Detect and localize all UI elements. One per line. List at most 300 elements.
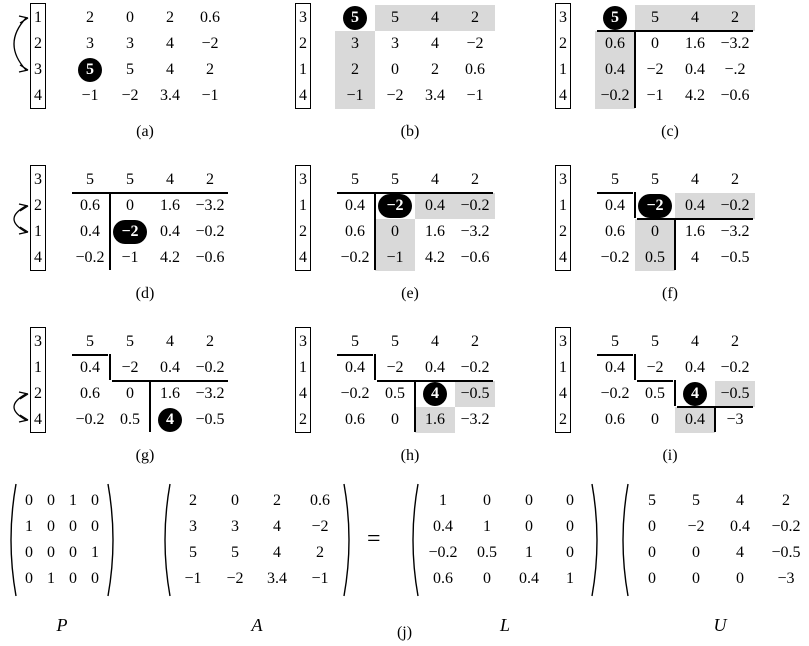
matrix-cell: −2 (646, 359, 664, 376)
permutation-entry: 2 (34, 197, 42, 214)
left-parenthesis (408, 482, 420, 598)
matrix-cell: 5 (611, 171, 619, 188)
matrix-cell: 1.6 (685, 35, 705, 52)
matrix-cell: 0.5 (635, 245, 675, 271)
permutation-entry: 3 (299, 171, 307, 188)
matrix-entry: −1 (184, 570, 202, 587)
pivot-element: 5 (603, 6, 627, 30)
matrix-cell: −2 (121, 87, 139, 104)
elimination-boundary-horizontal (72, 192, 228, 194)
pivot-element: 5 (343, 6, 367, 30)
permutation-entry: 3 (559, 9, 567, 26)
matrix-cell: 4 (166, 171, 174, 188)
matrix-cell: −1 (646, 87, 664, 104)
matrix-cell: 0.6 (80, 385, 100, 402)
matrix-cell: 0.4 (425, 359, 445, 376)
matrix-cell: 2 (335, 57, 375, 83)
matrix-cell: 0.4 (685, 61, 705, 78)
pivot-element: −2 (113, 220, 147, 244)
matrix-cell: 0.4 (160, 359, 180, 376)
matrix-cell: 5 (651, 171, 659, 188)
matrix-cell: −0.2 (195, 223, 225, 240)
matrix-entry: −0.2 (428, 544, 458, 561)
left-parenthesis (618, 482, 630, 598)
matrix-entry: 4 (736, 492, 744, 509)
matrix-cell: −3.2 (460, 223, 490, 240)
matrix-cell: 0.4 (160, 223, 180, 240)
matrix-cell: −1 (81, 87, 99, 104)
matrix-cell: 0 (635, 219, 675, 245)
permutation-entry: 2 (559, 35, 567, 52)
matrix-cell: −1 (335, 83, 375, 109)
matrix-cell: 0.4 (605, 197, 625, 214)
matrix-cell: −0.2 (460, 359, 490, 376)
matrix-cell: 5 (126, 61, 134, 78)
matrix-l (408, 482, 602, 598)
panel-caption: (e) (401, 285, 419, 302)
elimination-boundary-horizontal (597, 354, 633, 356)
permutation-entry: 4 (299, 385, 307, 402)
elimination-boundary-horizontal (337, 354, 373, 356)
matrix-cell: 3 (335, 31, 375, 57)
permutation-entry: 4 (299, 87, 307, 104)
panel-f (555, 165, 785, 305)
matrix-cell: 5 (611, 333, 619, 350)
matrix-cell: 1.6 (160, 385, 180, 402)
row-swap-arrow-icon (4, 165, 30, 225)
matrix-entry: −3 (777, 570, 795, 587)
matrix-entry: 0 (47, 544, 55, 561)
matrix-cell (595, 5, 635, 31)
matrix-entry: 0 (47, 518, 55, 535)
matrix-cell: −0.5 (455, 381, 495, 407)
permutation-entry: 4 (559, 385, 567, 402)
permutation-entry: 3 (34, 61, 42, 78)
matrix-cell (635, 193, 675, 219)
matrix-entry: 5 (692, 492, 700, 509)
matrix-cell: 0 (126, 197, 134, 214)
matrix-cell: 0.6 (345, 223, 365, 240)
elimination-boundary-horizontal (597, 30, 753, 32)
elimination-boundary-vertical (414, 380, 416, 432)
permutation-entry: 3 (559, 333, 567, 350)
matrix-cell: −1 (375, 245, 415, 271)
panel-caption: (i) (662, 447, 678, 464)
right-parenthesis (342, 482, 354, 598)
matrix-entry: 0.4 (730, 518, 750, 535)
matrix-cell: 5 (351, 171, 359, 188)
elimination-boundary-horizontal (597, 192, 633, 194)
matrix-entry: 1 (483, 518, 491, 535)
matrix-cell: 4.2 (425, 249, 445, 266)
elimination-boundary-vertical (714, 406, 716, 432)
row-swap-arrow-icon (4, 3, 30, 63)
matrix-entry: 0.4 (433, 518, 453, 535)
pivot-element: 4 (683, 382, 707, 406)
matrix-cell: −0.2 (600, 249, 630, 266)
panel-c (555, 3, 785, 143)
matrix-cell: −.2 (724, 61, 746, 78)
permutation-entry: 2 (559, 411, 567, 428)
matrix-cell: 0.6 (80, 197, 100, 214)
matrix-entry: 0 (648, 544, 656, 561)
permutation-entry: 3 (299, 333, 307, 350)
matrix-entry: 0 (525, 492, 533, 509)
matrix-cell: 4.2 (685, 87, 705, 104)
matrix-cell: 2 (471, 333, 479, 350)
matrix-cell: −1 (466, 87, 484, 104)
panel-caption: (c) (661, 123, 679, 140)
matrix-entry: 0.6 (433, 570, 453, 587)
matrix-cell: 2 (206, 333, 214, 350)
matrix-cell: −0.6 (460, 249, 490, 266)
matrix-cell: 4 (166, 333, 174, 350)
matrix-cell: 0.6 (595, 31, 635, 57)
elimination-boundary-vertical (674, 380, 676, 406)
matrix-cell: −3.2 (720, 35, 750, 52)
matrix-cell: 4 (431, 35, 439, 52)
right-parenthesis (106, 482, 118, 598)
matrix-cell: −2 (201, 35, 219, 52)
matrix-label: P (56, 615, 68, 635)
permutation-entry: 1 (34, 223, 42, 240)
matrix-cell: −0.2 (715, 193, 755, 219)
matrix-entry: 5 (189, 544, 197, 561)
matrix-cell: −0.6 (720, 87, 750, 104)
matrix-cell: 3 (86, 35, 94, 52)
matrix-cell: 0.6 (605, 411, 625, 428)
matrix-cell: −2 (646, 61, 664, 78)
matrix-cell: 0.4 (80, 359, 100, 376)
matrix-entry: 0.4 (519, 570, 539, 587)
matrix-cell: 2 (86, 9, 94, 26)
matrix-entry: −2 (226, 570, 244, 587)
matrix-cell: 0 (391, 411, 399, 428)
matrix-cell: 0 (391, 61, 399, 78)
matrix-cell: −3 (726, 411, 744, 428)
permutation-entry: 3 (559, 171, 567, 188)
elimination-boundary-vertical (109, 192, 111, 270)
permutation-entry: 4 (34, 87, 42, 104)
matrix-cell: 0.5 (385, 385, 405, 402)
matrix-entry: 0 (69, 570, 77, 587)
matrix-entry: −0.2 (771, 518, 801, 535)
matrix-entry: 3.4 (267, 570, 287, 587)
elimination-boundary-vertical (149, 380, 151, 432)
matrix-entry: 1 (91, 544, 99, 561)
matrix-entry: 4 (273, 544, 281, 561)
elimination-boundary-horizontal (72, 354, 108, 356)
matrix-cell: 0.5 (645, 385, 665, 402)
matrix-cell: 3 (391, 35, 399, 52)
matrix-cell: 2 (731, 171, 739, 188)
matrix-entry: 0 (91, 492, 99, 509)
matrix-cell: −2 (466, 35, 484, 52)
permutation-entry: 2 (299, 35, 307, 52)
matrix-cell: 0.4 (675, 407, 715, 433)
matrix-entry: −2 (687, 518, 705, 535)
matrix-entry: 5 (648, 492, 656, 509)
matrix-cell: 1.6 (415, 407, 455, 433)
pivot-element: 4 (158, 408, 182, 432)
matrix-entry: 2 (782, 492, 790, 509)
matrix-entry: 0 (692, 544, 700, 561)
matrix-entry: 2 (316, 544, 324, 561)
matrix-cell: 0.6 (465, 61, 485, 78)
matrix-cell: −1 (121, 249, 139, 266)
elimination-boundary-vertical (374, 354, 376, 380)
matrix-entry: 0 (47, 492, 55, 509)
matrix-cell (70, 57, 110, 83)
elimination-boundary-vertical (634, 30, 636, 108)
matrix-cell: −2 (386, 359, 404, 376)
matrix-cell: 2 (431, 61, 439, 78)
matrix-cell: 0.4 (675, 193, 715, 219)
matrix-cell: −0.2 (455, 193, 495, 219)
matrix-label: A (251, 615, 263, 635)
matrix-cell: 0.6 (200, 9, 220, 26)
permutation-entry: 2 (299, 223, 307, 240)
matrix-entry: 1 (25, 518, 33, 535)
matrix-entry: 4 (736, 544, 744, 561)
matrix-cell: 0.4 (80, 223, 100, 240)
matrix-cell: 0 (651, 35, 659, 52)
panel-caption: (h) (400, 447, 420, 464)
matrix-cell: 5 (351, 333, 359, 350)
matrix-cell: 5 (86, 171, 94, 188)
matrix-entry: 1 (69, 492, 77, 509)
elimination-boundary-horizontal (337, 192, 493, 194)
pivot-element: −2 (638, 194, 672, 218)
matrix-entry: 0 (692, 570, 700, 587)
panel-e (295, 165, 525, 305)
permutation-entry: 4 (34, 249, 42, 266)
permutation-entry: 4 (559, 249, 567, 266)
matrix-cell: 0.4 (345, 359, 365, 376)
matrix-entry: 0 (566, 518, 574, 535)
matrix-cell: 4 (415, 5, 455, 31)
matrix-cell: 5 (375, 5, 415, 31)
matrix-cell (675, 381, 715, 407)
matrix-cell: 2 (731, 333, 739, 350)
matrix-cell: 0.4 (595, 57, 635, 83)
matrix-cell: 0.6 (345, 411, 365, 428)
left-parenthesis (160, 482, 172, 598)
matrix-cell: 2 (471, 171, 479, 188)
elimination-boundary-vertical (634, 192, 636, 218)
matrix-cell: 5 (651, 333, 659, 350)
permutation-entry: 4 (559, 87, 567, 104)
matrix-entry: 0 (483, 492, 491, 509)
matrix-cell (150, 407, 190, 433)
matrix-cell: 1.6 (685, 223, 705, 240)
matrix-p (6, 482, 118, 598)
permutation-entry: 1 (559, 61, 567, 78)
matrix-cell: 0.4 (415, 193, 455, 219)
permutation-entry: 2 (559, 223, 567, 240)
matrix-cell: 4 (166, 61, 174, 78)
right-parenthesis (590, 482, 602, 598)
panel-caption: (g) (135, 447, 155, 464)
matrix-cell (110, 219, 150, 245)
panel-g (30, 327, 260, 467)
matrix-entry: 0 (25, 544, 33, 561)
matrix-cell: −3.2 (195, 197, 225, 214)
matrix-cell: −3.2 (720, 223, 750, 240)
panel-caption: (a) (136, 123, 154, 140)
matrix-cell: −3.2 (195, 385, 225, 402)
matrix-cell: 3 (126, 35, 134, 52)
permutation-entry: 2 (34, 35, 42, 52)
elimination-boundary-horizontal (637, 380, 673, 382)
permutation-entry: 4 (34, 411, 42, 428)
matrix-label: L (499, 615, 510, 635)
matrix-cell: −0.2 (75, 411, 105, 428)
matrix-entry: 0 (566, 492, 574, 509)
permutation-entry: 1 (34, 359, 42, 376)
matrix-cell: −2 (121, 359, 139, 376)
matrix-cell: 1.6 (425, 223, 445, 240)
matrix-entry: 3 (189, 518, 197, 535)
matrix-entry: 0 (566, 544, 574, 561)
matrix-cell: 0.5 (120, 411, 140, 428)
matrix-entry: 0 (231, 492, 239, 509)
matrix-cell: 2 (206, 171, 214, 188)
matrix-cell: 3.4 (425, 87, 445, 104)
matrix-cell: 0 (375, 219, 415, 245)
matrix-cell (415, 381, 455, 407)
matrix-cell: 4 (691, 171, 699, 188)
matrix-cell: 2 (206, 61, 214, 78)
matrix-cell: 5 (635, 5, 675, 31)
permutation-entry: 1 (299, 359, 307, 376)
matrix-cell: 0 (126, 385, 134, 402)
matrix-cell: −1 (201, 87, 219, 104)
permutation-entry: 1 (559, 197, 567, 214)
matrix-cell: 4 (691, 333, 699, 350)
elimination-boundary-vertical (109, 354, 111, 380)
panel-a (30, 3, 260, 143)
matrix-cell: 4 (675, 5, 715, 31)
matrix-cell: −0.2 (75, 249, 105, 266)
matrix-entry: 0 (69, 518, 77, 535)
permutation-entry: 2 (34, 385, 42, 402)
matrix-a (160, 482, 354, 598)
matrix-entry: −0.5 (771, 544, 801, 561)
panel-h (295, 327, 525, 467)
panel-caption: (b) (400, 123, 420, 140)
matrix-entry: 5 (231, 544, 239, 561)
matrix-cell: 0.4 (685, 359, 705, 376)
matrix-cell: 5 (391, 171, 399, 188)
elimination-boundary-vertical (634, 354, 636, 380)
permutation-entry: 4 (299, 249, 307, 266)
matrix-entry: 0 (483, 570, 491, 587)
matrix-cell: 2 (715, 5, 755, 31)
elimination-boundary-horizontal (637, 218, 753, 220)
matrix-entry: 1 (439, 492, 447, 509)
matrix-entry: 0 (736, 570, 744, 587)
matrix-entry: 0 (525, 518, 533, 535)
elimination-boundary-horizontal (377, 380, 493, 382)
row-swap-arrow-icon (4, 327, 30, 387)
matrix-entry: −1 (311, 570, 329, 587)
matrix-entry: 0 (648, 518, 656, 535)
matrix-entry: 1 (525, 544, 533, 561)
matrix-entry: 3 (231, 518, 239, 535)
matrix-cell: −3.2 (460, 411, 490, 428)
matrix-cell: −0.5 (195, 411, 225, 428)
panel-caption: (d) (135, 285, 155, 302)
matrix-cell: −0.5 (720, 249, 750, 266)
matrix-cell: −0.2 (340, 385, 370, 402)
matrix-cell (335, 5, 375, 31)
pivot-element: 5 (78, 58, 102, 82)
matrix-entry: 4 (273, 518, 281, 535)
plu-equation (0, 482, 809, 646)
matrix-cell: 1.6 (160, 197, 180, 214)
matrix-entry: 0 (25, 570, 33, 587)
equation-caption: (j) (396, 624, 413, 641)
matrix-cell: 4 (431, 171, 439, 188)
matrix-cell: −0.2 (595, 83, 635, 109)
permutation-entry: 1 (34, 9, 42, 26)
equals-sign: = (367, 526, 381, 552)
matrix-cell: −0.2 (600, 385, 630, 402)
matrix-entry: 0 (91, 570, 99, 587)
matrix-cell: 5 (126, 333, 134, 350)
permutation-entry: 1 (299, 197, 307, 214)
matrix-entry: 2 (189, 492, 197, 509)
matrix-cell: 0.6 (605, 223, 625, 240)
panel-caption: (f) (662, 285, 678, 302)
matrix-entry: 0.6 (310, 492, 330, 509)
permutation-entry: 3 (34, 333, 42, 350)
panel-d (30, 165, 260, 305)
matrix-cell: −0.5 (715, 381, 755, 407)
matrix-cell: −0.2 (195, 359, 225, 376)
elimination-boundary-vertical (674, 218, 676, 270)
matrix-cell: 4 (691, 249, 699, 266)
matrix-cell: 5 (391, 333, 399, 350)
panel-b (295, 3, 525, 143)
matrix-entry: −2 (311, 518, 329, 535)
permutation-entry: 1 (559, 359, 567, 376)
matrix-entry: 0 (69, 544, 77, 561)
matrix-entry: 1 (47, 570, 55, 587)
matrix-cell: −0.6 (195, 249, 225, 266)
permutation-entry: 3 (34, 171, 42, 188)
panel-i (555, 327, 785, 467)
matrix-entry: 0 (648, 570, 656, 587)
matrix-cell: 4 (166, 35, 174, 52)
matrix-cell: 2 (455, 5, 495, 31)
matrix-cell: −0.2 (720, 359, 750, 376)
matrix-entry: 0 (25, 492, 33, 509)
matrix-entry: 1 (566, 570, 574, 587)
permutation-entry: 2 (299, 411, 307, 428)
permutation-entry: 3 (299, 9, 307, 26)
matrix-cell: 3.4 (160, 87, 180, 104)
matrix-label: U (713, 615, 727, 635)
matrix-cell: 0.4 (345, 197, 365, 214)
matrix-cell: 0 (126, 9, 134, 26)
matrix-cell: 0 (651, 411, 659, 428)
matrix-cell: 2 (166, 9, 174, 26)
elimination-boundary-vertical (374, 192, 376, 270)
left-parenthesis (6, 482, 18, 598)
pivot-element: −2 (378, 194, 412, 218)
